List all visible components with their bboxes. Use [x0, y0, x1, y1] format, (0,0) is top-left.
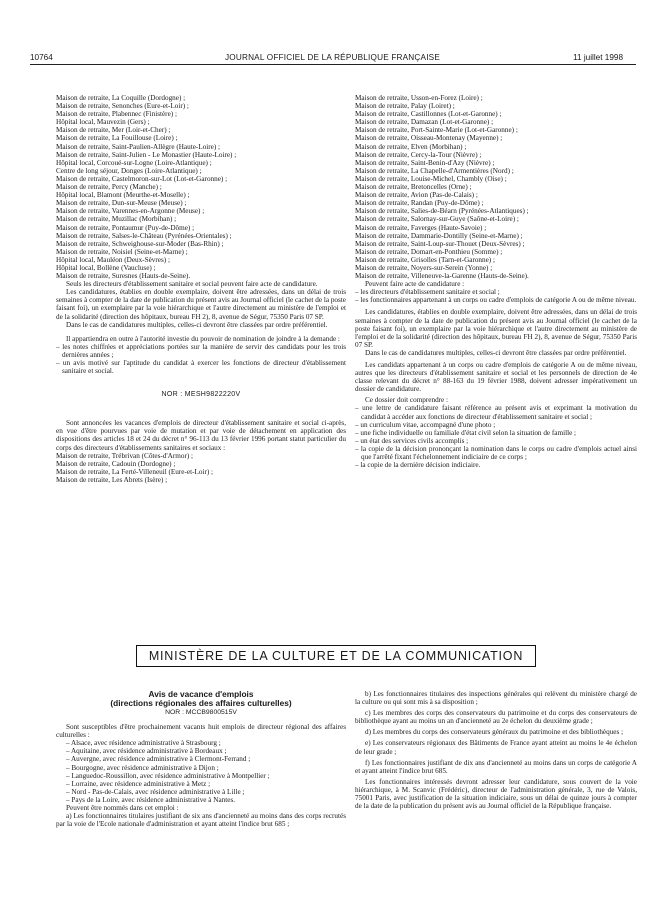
list-item: Maison de retraite, Percy (Manche) ;	[56, 183, 162, 192]
list-item: Maison de retraite, Palay (Loiret) ;	[355, 102, 455, 111]
list-item: – une fiche individuelle ou familiale d'état civil selon la situation de famille ;	[355, 428, 577, 437]
list-item: – Bourgogne, avec résidence administrative à Dijon ;	[66, 763, 219, 772]
list-item: Maison de retraite, Damazan (Lot-et-Garonne) ;	[355, 118, 494, 127]
list-item: – la copie de la dernière décision indiciaire.	[355, 461, 481, 470]
establishment-list	[56, 94, 346, 280]
nor-reference: NOR : MESH9822220V	[161, 391, 241, 399]
establishment-list-2	[56, 452, 346, 484]
list-item: Maison de retraite, Pontaumur (Puy-de-Dôme) ;	[56, 223, 195, 232]
list-item: Maison de retraite, Usson-en-Forez (Loire) ;	[355, 94, 483, 102]
list-item: – Pays de la Loire, avec résidence administrative à Nantes.	[66, 795, 236, 804]
list-item: Maison de retraite, Randan (Puy-de-Dôme) ;	[355, 199, 484, 208]
list-item: Maison de retraite, Faverges (Haute-Savoie) ;	[355, 223, 487, 232]
paragraph-applications: Les candidatures, établies en double exemplaire, doivent être adressées, dans un délai de trois semaines à compter de la date de publication du présent avis au Journal officiel (le cachet de la poste faisant foi), un exemplaire par la voie hiérarchique et l'autre directement au ministère de l'emploi et de la solidarité (direction des hôpitaux, bureau FH 2), 8, avenue de Ségur, 75350 Paris 07 SP.	[56, 288, 346, 321]
notice-subtitle: (directions régionales des affaires culturelles)	[110, 698, 292, 708]
list-item: – Aquitaine, avec résidence administrative à Bordeaux ;	[66, 747, 227, 756]
establishment-list	[355, 94, 637, 280]
list-item: Maison de retraite, La Coquille (Dordogne) ;	[56, 94, 186, 102]
list-item: – un curriculum vitae, accompagné d'une photo ;	[355, 420, 496, 429]
list-item: Maison de retraite, Oisseau-Montenay (Mayenne) ;	[355, 134, 503, 143]
list-item: Maison de retraite, Muzillac (Morbihan) ;	[56, 215, 177, 224]
paragraph-f: f) Les fonctionnaires justifiant de dix ans d'ancienneté au moins dans un corps de catégorie A et ayant atteint l'indice brut 685.	[355, 758, 637, 775]
list-item: Maison de retraite, Suresnes (Hauts-de-Seine).	[56, 272, 191, 281]
notice-title: Avis de vacance d'emplois	[148, 689, 254, 699]
bottom-left-column	[56, 690, 346, 828]
regions-list	[56, 739, 346, 804]
paragraph-b: b) Les fonctionnaires titulaires des inspections générales qui relèvent du ministère chargé de la culture ou qui sont mis à sa disposition ;	[355, 690, 637, 707]
list-item: Maison de retraite, Cadouin (Dordogne) ;	[56, 459, 176, 468]
list-item: Maison de retraite, Varennes-en-Argonne (Meuse) ;	[56, 207, 205, 216]
list-item: Maison de retraite, Dun-sur-Meuse (Meuse) ;	[56, 199, 187, 208]
issue-date: 11 juillet 1998	[573, 53, 623, 62]
list-item: – une lettre de candidature faisant référence au présent avis et exprimant la motivation du candidat à accéder aux fonctions de directeur d'établissement sanitaire et social ;	[355, 404, 637, 421]
list-item: Maison de retraite, Saint-Benin-d'Azy (Nièvre) ;	[355, 158, 495, 167]
page-number: 10764	[30, 53, 53, 62]
list-item: – Auvergne, avec résidence administrative à Clermont-Ferrand ;	[66, 755, 251, 764]
list-item: Hôpital local, Bollène (Vaucluse) ;	[56, 263, 156, 272]
list-item: Maison de retraite, Saint-Julien - Le Monastier (Haute-Loire) ;	[56, 150, 237, 159]
list-item: Maison de retraite, Mer (Loir-et-Cher) ;	[56, 126, 171, 135]
list-item: Maison de retraite, Salses-le-Château (Pyrénées-Orientales) ;	[56, 231, 232, 240]
list-item: Centre de long séjour, Donges (Loire-Atlantique) ;	[56, 166, 202, 175]
list-item: Maison de retraite, Louise-Michel, Chambly (Oise) ;	[355, 174, 507, 183]
list-item: Maison de retraite, Noyers-sur-Serein (Yonne) ;	[355, 263, 493, 272]
list-item: Maison de retraite, Castillonnes (Lot-et-Garonne) ;	[355, 110, 502, 119]
list-item: Maison de retraite, Salornay-sur-Guye (Saône-et-Loire) ;	[355, 215, 519, 224]
list-item: Maison de retraite, Cercy-la-Tour (Nièvre) ;	[355, 150, 482, 159]
paragraph-eligible: Peuvent être nommés dans cet emploi :	[66, 804, 179, 813]
list-item: – Nord - Pas-de-Calais, avec résidence administrative à Lille ;	[66, 787, 245, 796]
list-item: Maison de retraite, Domart-en-Ponthieu (Somme) ;	[355, 247, 503, 256]
list-item: – Alsace, avec résidence administrative à Strasbourg ;	[66, 739, 221, 748]
list-item: Maison de retraite, Grisolles (Tarn-et-Garonne) ;	[355, 255, 495, 264]
list-item: – Lorraine, avec résidence administrative à Metz ;	[66, 779, 211, 788]
bottom-right-column	[355, 690, 637, 810]
paragraph-category: Les candidats appartenant à un corps ou cadre d'emplois de catégorie A ou de même niveau, autres que les directeurs d'établissement sanitaire et social et les personnels de direction de 4e classe relevant du décret n° 88-163 du 19 février 1988, doivent adresser impérativement un dossier de candidature.	[355, 361, 637, 394]
dossier-list	[355, 404, 637, 469]
list-item: – un état des services civils accomplis ;	[355, 436, 469, 445]
list-item: Hôpital local, Blamont (Meurthe-et-Moselle) ;	[56, 191, 190, 200]
eligible-list	[355, 288, 637, 304]
ministry-banner: MINISTÈRE DE LA CULTURE ET DE LA COMMUNICATION	[136, 645, 536, 667]
paragraph-applications: Les candidatures, établies en double exemplaire, doivent être adressées, dans un délai de trois semaines à compter de la date de publication du présent avis au Journal officiel (le cachet de la poste faisant foi), un exemplaire par la voie hiérarchique et l'autre directement au ministère de l'emploi et de la solidarité (direction des hôpitaux, bureau FH 2), 8, avenue de Ségur, 75350 Paris 07 SP.	[355, 308, 637, 349]
paragraph-dossier: Ce dossier doit comprendre :	[365, 396, 449, 405]
paragraph-announced: Sont annoncées les vacances d'emplois de directeur d'établissement sanitaire et social ci-après, en vue d'être pourvues par voie de mutation et par voie de détachement en application des dispositions des articles 18 et 24 du décret n° 96-113 du 13 février 1996 portant statut particulier du corps des directeurs d'établissements sanitaires et sociaux :	[56, 419, 346, 452]
list-item: Maison de retraite, Senonches (Eure-et-Loir) ;	[56, 102, 189, 111]
list-item: Maison de retraite, Avion (Pas-de-Calais) ;	[355, 191, 478, 200]
left-column	[56, 94, 346, 484]
list-item: Maison de retraite, Saint-Paulien-Allègre (Haute-Loire) ;	[56, 142, 221, 151]
header-rule	[30, 64, 636, 65]
paragraph-intro: Sont susceptibles d'être prochainement vacants huit emplois de directeur régional des affaires culturelles :	[56, 723, 346, 740]
list-item: Hôpital local, Mauvezin (Gers) ;	[56, 118, 150, 127]
list-item: Maison de retraite, Trébrivan (Côtes-d'Armor) ;	[56, 451, 194, 460]
list-item: Maison de retraite, Villeneuve-la-Garenne (Hauts-de-Seine).	[355, 272, 529, 281]
paragraph-e: e) Les conservateurs régionaux des Bâtiments de France ayant atteint au moins le 4e échelon de leur grade ;	[355, 739, 637, 756]
list-item: Maison de retraite, Saint-Loup-sur-Thouet (Deux-Sèvres) ;	[355, 239, 525, 248]
paragraph-eligible: Peuvent faire acte de candidature :	[365, 280, 465, 289]
paragraph-multiple: Dans le cas de candidatures multiples, celles-ci devront être classées par ordre préférentiel.	[66, 320, 328, 329]
list-item: Maison de retraite, Plabennec (Finistère) ;	[56, 110, 177, 119]
list-item: Maison de retraite, Dammarie-Dontilly (Seine-et-Marne) ;	[355, 231, 523, 240]
paragraph-authority: Il appartiendra en outre à l'autorité investie du pouvoir de nomination de joindre à la demande :	[66, 334, 340, 343]
list-item: – les fonctionnaires appartenant à un corps ou cadre d'emplois de catégorie A ou de même niveau.	[355, 296, 637, 305]
list-item: – les directeurs d'établissement sanitaire et social ;	[355, 288, 500, 297]
list-item: Maison de retraite, Elven (Morbihan) ;	[355, 142, 467, 151]
list-item: Maison de retraite, Les Abrets (Isère) ;	[56, 475, 168, 484]
list-item: Hôpital local, Mauléon (Deux-Sèvres) ;	[56, 255, 170, 264]
list-item: – Languedoc-Roussillon, avec résidence administrative à Montpellier ;	[66, 771, 270, 780]
list-item: Maison de retraite, La Fouillouse (Loire) ;	[56, 134, 178, 143]
list-item: Maison de retraite, Noisiel (Seine-et-Marne) ;	[56, 247, 188, 256]
list-item: – un avis motivé sur l'aptitude du candidat à exercer les fonctions de directeur d'établissement sanitaire et social.	[56, 359, 346, 376]
list-item: Maison de retraite, La Chapelle-d'Armentières (Nord) ;	[355, 166, 514, 175]
paragraph-c: c) Les membres des corps des conservateurs du patrimoine et du corps des conservateurs de bibliothèque ayant au moins un an d'ancienneté au 2e échelon du deuxième grade ;	[355, 709, 637, 726]
list-item: – la copie de la décision prononçant la nomination dans le corps ou cadre d'emplois actuel ainsi que l'arrêté fixant l'échelonnement indiciaire de ce corps ;	[355, 444, 637, 462]
list-item: Maison de retraite, Castelmoron-sur-Lot (Lot-et-Garonne) ;	[56, 174, 228, 183]
list-item: Hôpital local, Corcoué-sur-Logne (Loire-Atlantique) ;	[56, 158, 212, 167]
list-item: Maison de retraite, La Ferté-Villeneuil (Eure-et-Loir) ;	[56, 467, 214, 476]
list-item: Maison de retraite, Port-Sainte-Marie (Lot-et-Garonne) ;	[355, 126, 518, 135]
journal-title: JOURNAL OFFICIEL DE LA RÉPUBLIQUE FRANÇAISE	[224, 53, 440, 62]
paragraph-a: a) Les fonctionnaires titulaires justifiant de six ans d'ancienneté au moins dans des corps recrutés par la voie de l'Ecole nationale d'administration et ayant atteint l'indice brut 685 ;	[56, 812, 346, 829]
right-column	[355, 94, 637, 469]
paragraph-closing: Les fonctionnaires intéressés devront adresser leur candidature, sous couvert de la voie hiérarchique, à M. Scanvic (Frédéric), directeur de l'administration générale, 3, rue de Valois, 75001 Paris, avec justification de la situation indiciaire, sous un délai de quinze jours à compter de la date de la publication du présent avis au Journal officiel de la République française.	[355, 777, 637, 811]
paragraph-multiple: Dans le cas de candidatures multiples, celles-ci devront être classées par ordre préférentiel.	[365, 348, 627, 357]
paragraph-eligible: Seuls les directeurs d'établissement sanitaire et social peuvent faire acte de candidature.	[66, 280, 318, 289]
list-item: Maison de retraite, Bretoncelles (Orne) ;	[355, 183, 472, 192]
list-item: Maison de retraite, Salies-de-Béarn (Pyrénées-Atlantiques) ;	[355, 207, 529, 216]
list-item: Maison de retraite, Schweighouse-sur-Moder (Bas-Rhin) ;	[56, 239, 224, 248]
nor-reference: NOR : MCCB9800515V	[165, 709, 237, 716]
authority-list	[56, 343, 346, 375]
list-item: – les notes chiffrées et appréciations portées sur la manière de servir des candidats pour les trois dernières années ;	[56, 342, 346, 359]
paragraph-d: d) Les membres du corps des conservateurs généraux du patrimoine et des bibliothèques ;	[365, 728, 624, 737]
